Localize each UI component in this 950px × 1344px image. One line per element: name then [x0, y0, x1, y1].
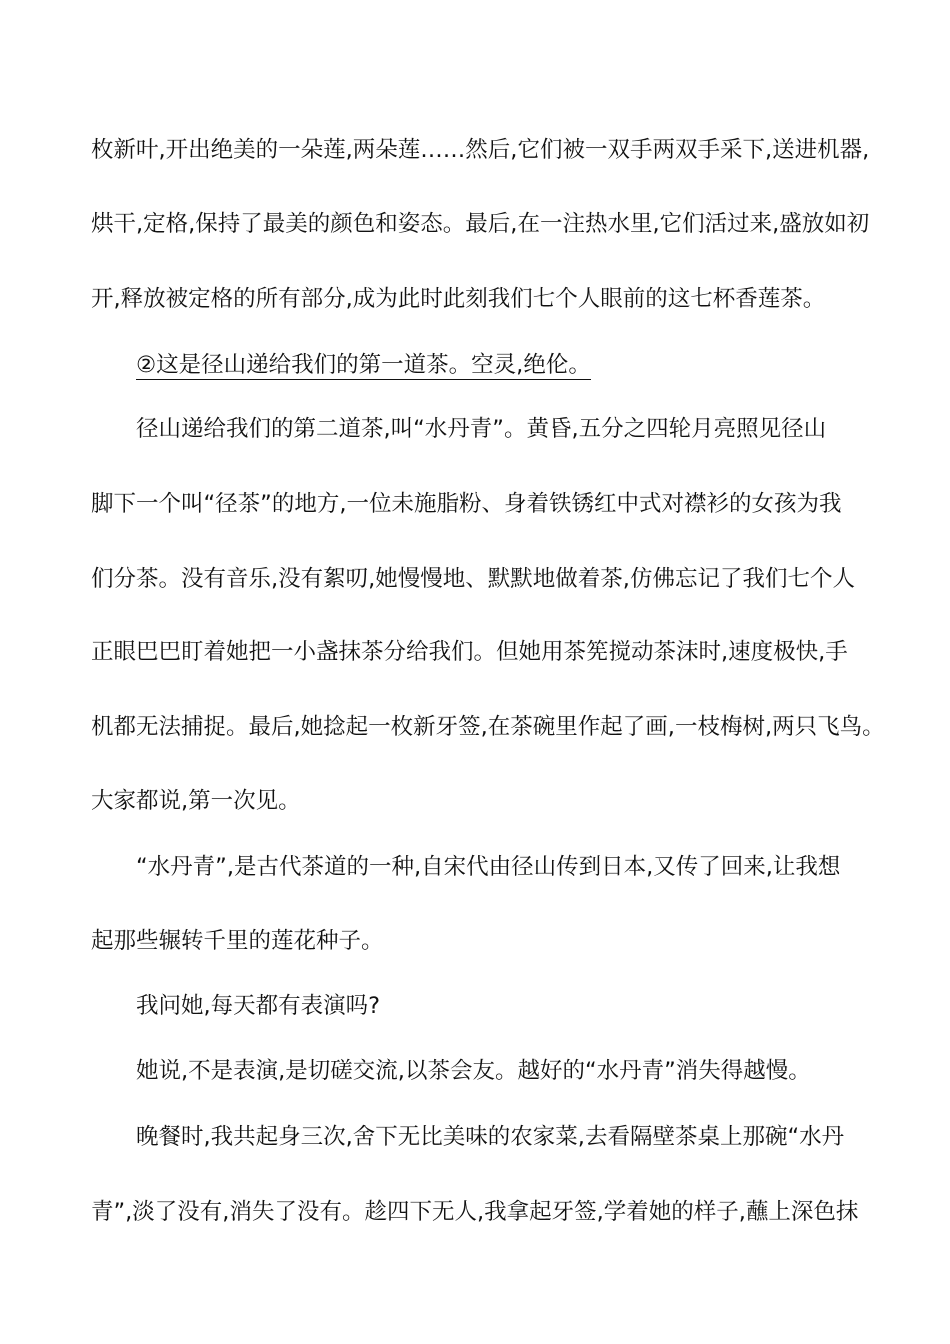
text-line: 烘干,定格,保持了最美的颜色和姿态。最后,在一注热水里,它们活过来,盛放如初 — [91, 211, 870, 237]
text-line: 青”,淡了没有,消失了没有。趁四下无人,我拿起牙签,学着她的样子,蘸上深色抹 — [91, 1199, 859, 1225]
text-line: 枚新叶,开出绝美的一朵莲,两朵莲……然后,它们被一双手两双手采下,送进机器, — [91, 137, 870, 163]
underlined-sentence: ②这是径山递给我们的第一道茶。空灵,绝伦。 — [136, 352, 591, 378]
text-line: 脚下一个叫“径茶”的地方,一位未施脂粉、身着铁锈红中式对襟衫的女孩为我 — [91, 491, 842, 517]
text-line: 们分茶。没有音乐,没有絮叨,她慢慢地、默默地做着茶,仿佛忘记了我们七个人 — [91, 566, 855, 592]
text-line: 她说,不是表演,是切磋交流,以茶会友。越好的“水丹青”消失得越慢。 — [136, 1058, 811, 1084]
text-line: 径山递给我们的第二道茶,叫“水丹青”。黄昏,五分之四轮月亮照见径山 — [136, 416, 827, 442]
text-line: 机都无法捕捉。最后,她捻起一枚新牙签,在茶碗里作起了画,一枝梅树,两只飞鸟。 — [91, 714, 885, 740]
text-line: 开,释放被定格的所有部分,成为此时此刻我们七个人眼前的这七杯香莲茶。 — [91, 286, 826, 312]
text-line — [136, 350, 916, 380]
text-line: 大家都说,第一次见。 — [91, 788, 301, 814]
text-line: 晚餐时,我共起身三次,舍下无比美味的农家菜,去看隔壁茶桌上那碗“水丹 — [136, 1124, 845, 1150]
text-line: 我问她,每天都有表演吗? — [136, 993, 381, 1019]
text-line: 起那些辗转千里的莲花种子。 — [91, 928, 384, 954]
text-line: 正眼巴巴盯着她把一小盏抹茶分给我们。但她用茶筅搅动茶沫时,速度极快,手 — [91, 639, 848, 665]
text-line: “水丹青”,是古代茶道的一种,自宋代由径山传到日本,又传了回来,让我想 — [136, 854, 841, 880]
